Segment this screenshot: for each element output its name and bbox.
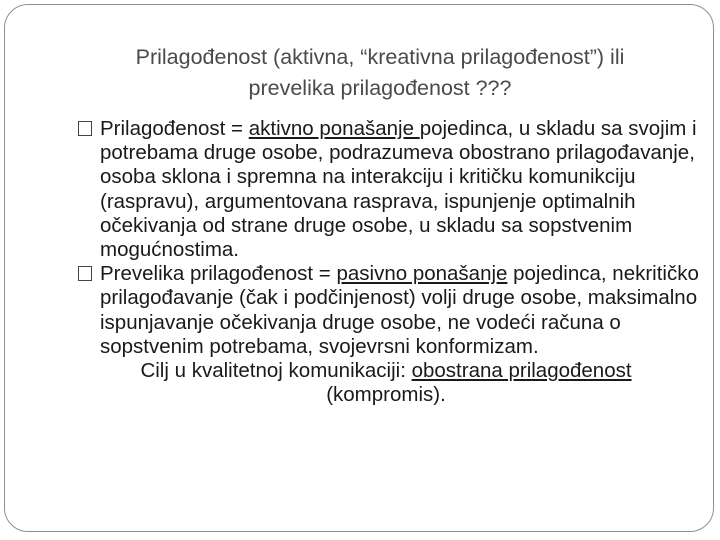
bullet-2-underlined: pasivno ponašanje [336,262,508,286]
bullet-1-lead: Prilagođenost = [100,117,249,140]
bullet-item-1 [78,117,714,262]
bullet-item-2 [78,262,714,359]
slide-title [40,42,720,104]
slide-body [78,117,714,407]
closing-statement [58,359,714,407]
closing-underlined: obostrana prilagođenost [411,359,632,383]
bullet-2-rest: pojedinca, nekritičko prilagođavanje (čak i podčinjenost) volji druge osobe, maksimalno ispunjavanje očekivanja druge osobe, ne vodeći računa o sopstvenim potrebama, svojevrsni konformizam. [100,262,699,358]
closing-lead: Cilj u kvalitetnoj komunikaciji: [140,359,412,383]
title-line-1: Prilagođenost (aktivna, “kreativna prilagođenost”) ili [135,45,625,69]
checkbox-bullet-icon [78,266,92,281]
bullet-2-lead: Prevelika prilagođenost = [100,262,337,286]
checkbox-bullet-icon [78,121,92,136]
bullet-1-rest: pojedinca, u skladu sa svojim i potrebama druge osobe, podrazumeva obostrano prilagođavanje, osoba sklona i spremna na interakciju i kritičku komunikciju (raspravu), argumentovana rasprava, ispunjenje optimalnih očekivanja od strane druge osobe, u skladu sa sopstvenim mogućnostima. [100,117,697,262]
title-line-2: prevelika prilagođenost ??? [248,76,512,100]
bullet-1-underlined: aktivno ponašanje [248,117,420,140]
closing-rest: (kompromis). [326,383,446,407]
